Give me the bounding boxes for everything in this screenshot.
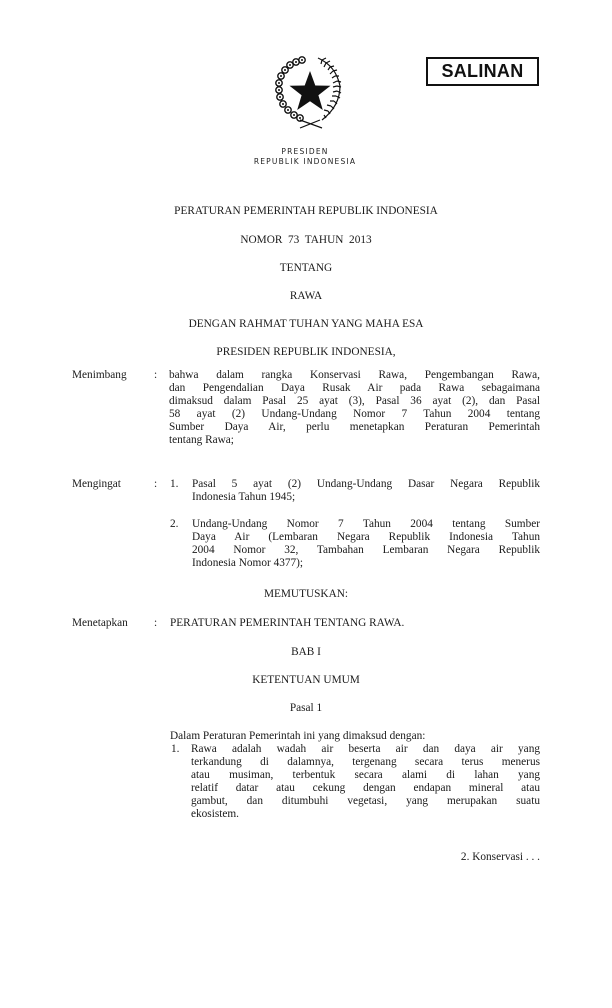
mengingat-item [192,478,540,504]
regulation-title: PERATURAN PEMERINTAH REPUBLIK INDONESIA [174,205,438,217]
mengingat-line: Indonesia Tahun 1945; [192,490,296,503]
mengingat-line: Undang-Undang Nomor 7 Tahun 2004 tentang Sumber [192,518,540,530]
regulation-number: NOMOR 73 TAHUN 2013 [240,234,372,246]
definition-line: Rawa adalah wadah air beserta air dan daya air yang [191,743,540,755]
menimbang-colon: : [154,369,158,381]
menimbang-text [169,369,540,446]
regulation-subject: RAWA [289,290,323,302]
menimbang-line: dimaksud dalam Pasal 25 ayat (3), Pasal 36 ayat (2), dan Pasal [169,394,540,407]
menetapkan-text: PERATURAN PEMERINTAH TENTANG RAWA. [170,617,405,629]
mengingat-line: Indonesia Nomor 4377); [192,556,304,569]
mengingat-item [192,518,540,570]
definition-line: atau musiman, terbentuk secara alami di lahan yang [191,768,540,781]
office-label-presiden: PRESIDEN [281,147,329,156]
definition-item [191,743,540,820]
article-intro: Dalam Peraturan Pemerintah ini yang dimaksud dengan: [170,730,426,742]
menimbang-line: Sumber Daya Air, perlu menetapkan Peraturan Pemerintah [169,420,540,433]
definition-line: relatif datar atau cekung dengan endapan mineral atau [191,781,540,794]
definition-line: gambut, dan ditumbuhi vegetasi, yang merupakan suatu [191,794,540,807]
chapter-number: BAB I [291,646,321,658]
continuation-marker: 2. Konservasi . . . [460,851,540,863]
mengingat-line: 2004 Nomor 32, Tambahan Lembaran Negara Republik [192,543,540,556]
mengingat-label: Mengingat [72,478,121,490]
mengingat-item-number: 1. [170,478,179,490]
presidential-emblem-icon [270,52,350,132]
menimbang-line: 58 ayat (2) Undang-Undang Nomor 7 Tahun 2004 tentang [169,407,540,420]
article-heading: Pasal 1 [289,702,323,714]
office-label-republik: REPUBLIK INDONESIA [253,157,357,166]
mengingat-colon: : [154,478,158,490]
menetapkan-label: Menetapkan [72,617,128,629]
salinan-stamp: SALINAN [426,57,539,86]
preamble-divine: DENGAN RAHMAT TUHAN YANG MAHA ESA [188,318,424,330]
chapter-title: KETENTUAN UMUM [252,674,360,686]
menimbang-line: tentang Rawa; [169,433,234,446]
definition-line: ekosistem. [191,807,240,820]
mengingat-line: Daya Air (Lembaran Negara Republik Indonesia Tahun [192,530,540,543]
menimbang-line: bahwa dalam rangka Konservasi Rawa, Pengembangan Rawa, [169,369,540,381]
mengingat-line: Pasal 5 ayat (2) Undang-Undang Dasar Negara Republik [192,478,540,490]
definition-line: terkandung di dalamnya, tergenang secara terus menerus [191,755,540,768]
tentang-label: TENTANG [279,262,333,274]
memutuskan-heading: MEMUTUSKAN: [263,588,349,600]
preamble-president: PRESIDEN REPUBLIK INDONESIA, [216,346,396,358]
menetapkan-colon: : [154,617,158,629]
mengingat-item-number: 2. [170,518,179,530]
menimbang-line: dan Pengendalian Daya Rusak Air pada Rawa sebagaimana [169,381,540,394]
definition-number: 1. [171,743,180,755]
menimbang-label: Menimbang [72,369,127,381]
